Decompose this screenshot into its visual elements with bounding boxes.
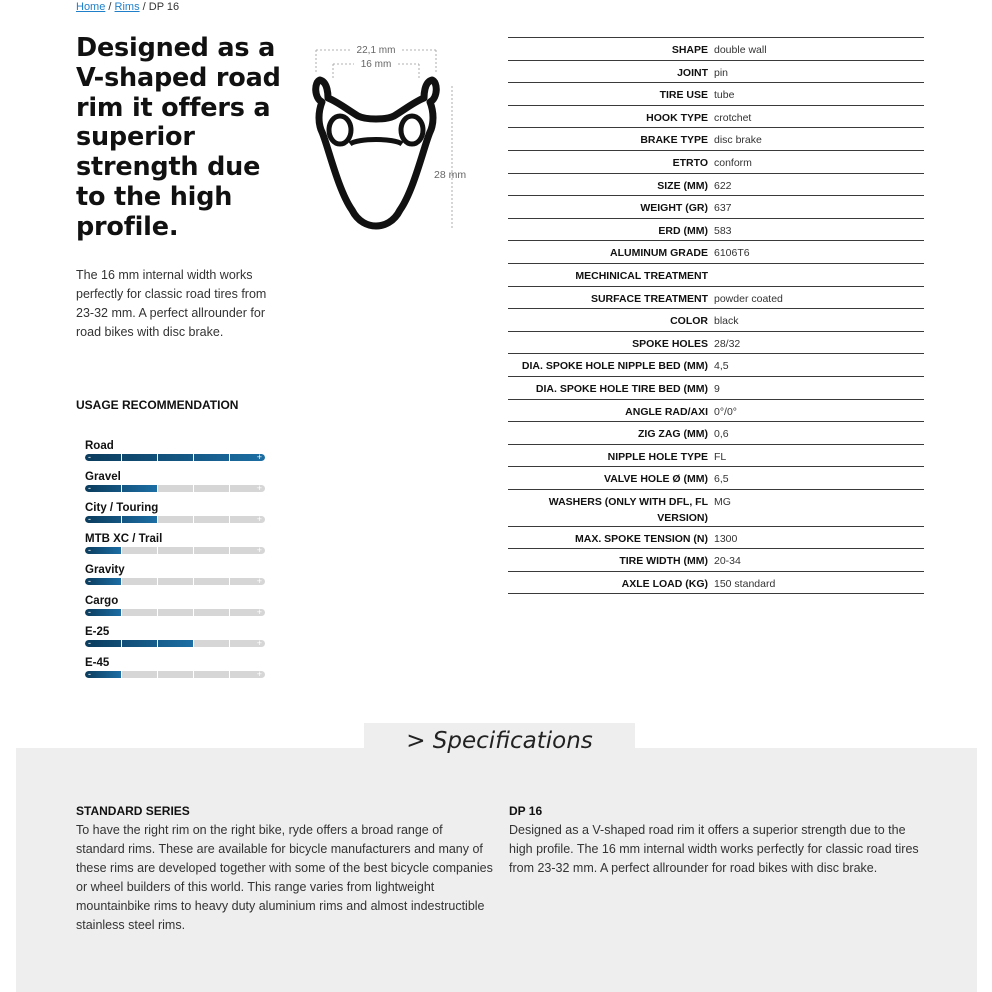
spec-key: SPOKE HOLES xyxy=(632,337,708,350)
spec-key: SHAPE xyxy=(671,44,708,56)
usage-bar-divider xyxy=(121,609,122,616)
minus-icon: - xyxy=(88,516,91,523)
spec-value: 28/32 xyxy=(714,337,741,350)
usage-bar-divider xyxy=(157,578,158,585)
breadcrumb-home-link[interactable]: Home xyxy=(76,1,106,13)
spec-key: ETRTO xyxy=(672,156,708,169)
usage-bar-divider xyxy=(229,485,230,492)
outer-width-label: 22,1 mm xyxy=(356,45,396,56)
spec-row xyxy=(508,263,924,286)
usage-bar-divider xyxy=(121,671,122,678)
breadcrumb-separator: / xyxy=(108,1,112,13)
usage-bar-divider xyxy=(157,454,158,461)
spec-value: 583 xyxy=(714,224,732,237)
spec-row xyxy=(508,308,924,331)
usage-bar-divider xyxy=(121,640,122,647)
spec-row xyxy=(508,376,924,399)
minus-icon: - xyxy=(88,454,91,461)
usage-bar-divider xyxy=(157,485,158,492)
spec-row xyxy=(508,466,924,489)
spec-row xyxy=(508,195,924,218)
spec-value: 4,5 xyxy=(714,360,729,373)
standard-series-section xyxy=(76,804,494,935)
usage-bar-divider xyxy=(193,671,194,678)
minus-icon: - xyxy=(88,578,91,585)
inner-width-label: 16 mm xyxy=(360,59,392,70)
spec-key: TIRE USE xyxy=(659,89,708,102)
usage-level-bar xyxy=(85,485,265,492)
usage-item xyxy=(85,533,267,564)
spec-value: 9 xyxy=(714,382,720,395)
spec-key: HOOK TYPE xyxy=(646,111,708,124)
usage-level-bar xyxy=(85,547,265,554)
usage-recommendation-list xyxy=(85,440,267,688)
spec-key: SURFACE TREATMENT xyxy=(590,292,708,305)
spec-value: 1300 xyxy=(714,532,738,545)
usage-item-label: Cargo xyxy=(85,595,119,607)
usage-bar-divider xyxy=(157,609,158,616)
plus-icon: + xyxy=(256,454,262,461)
usage-item xyxy=(85,657,267,688)
usage-bar-divider xyxy=(193,516,194,523)
spec-value: double wall xyxy=(714,44,767,56)
spec-row xyxy=(508,37,924,60)
spec-row xyxy=(508,286,924,309)
usage-bar-divider xyxy=(121,454,122,461)
spec-value: 0°/0° xyxy=(714,405,737,418)
usage-bar-divider xyxy=(229,454,230,461)
usage-item xyxy=(85,595,267,626)
spec-row xyxy=(508,127,924,150)
product-section xyxy=(509,804,919,878)
usage-bar-divider xyxy=(157,516,158,523)
spec-value: pin xyxy=(714,66,729,79)
usage-item-label: Gravel xyxy=(85,471,121,483)
usage-bar-divider xyxy=(229,516,230,523)
plus-icon: + xyxy=(256,671,262,678)
usage-bar-divider xyxy=(193,609,194,616)
spec-row xyxy=(508,548,924,571)
spec-key: WASHERS (ONLY WITH DFL, FL VERSION) xyxy=(548,495,708,524)
usage-item-label: E-45 xyxy=(85,657,110,669)
spec-value: MG xyxy=(714,495,731,508)
spec-row xyxy=(508,105,924,128)
plus-icon: + xyxy=(256,516,262,523)
spec-key: COLOR xyxy=(670,315,708,328)
spec-row xyxy=(508,571,924,594)
plus-icon: + xyxy=(256,547,262,554)
spec-value: crotchet xyxy=(714,111,752,124)
spec-key: BRAKE TYPE xyxy=(640,134,708,147)
spec-row xyxy=(508,173,924,196)
usage-item-label: City / Touring xyxy=(85,502,159,514)
spec-row xyxy=(508,526,924,549)
spec-row xyxy=(508,150,924,173)
product-title: DP 16 xyxy=(509,804,543,818)
usage-item xyxy=(85,502,267,533)
spec-key: AXLE LOAD (KG) xyxy=(621,578,708,591)
spec-row xyxy=(508,331,924,354)
usage-item-label: MTB XC / Trail xyxy=(85,533,163,545)
usage-bar-divider xyxy=(193,578,194,585)
usage-item-label: Road xyxy=(85,440,114,452)
intro-text: The 16 mm internal width works perfectly for classic road tires from 23-32 mm. A perfect allrounder for road bikes with disc brake. xyxy=(76,268,267,339)
standard-series-title: STANDARD SERIES xyxy=(76,804,190,818)
specifications-table xyxy=(508,37,924,594)
usage-level-bar xyxy=(85,609,265,616)
spec-value: 637 xyxy=(714,202,732,215)
spec-row xyxy=(508,399,924,422)
usage-bar-divider xyxy=(157,640,158,647)
usage-bar-divider xyxy=(193,485,194,492)
spec-row xyxy=(508,421,924,444)
spec-row xyxy=(508,489,924,526)
plus-icon: + xyxy=(256,485,262,492)
usage-bar-divider xyxy=(121,485,122,492)
plus-icon: + xyxy=(256,640,262,647)
spec-key: JOINT xyxy=(677,66,708,79)
usage-bar-divider xyxy=(121,516,122,523)
spec-value: powder coated xyxy=(714,292,783,305)
usage-bar-divider xyxy=(121,578,122,585)
usage-bar-divider xyxy=(193,547,194,554)
usage-level-fill xyxy=(85,454,265,461)
spec-value: 622 xyxy=(714,179,732,192)
usage-bar-divider xyxy=(229,578,230,585)
usage-bar-divider xyxy=(229,671,230,678)
breadcrumb-separator: / xyxy=(142,1,146,13)
spec-key: DIA. SPOKE HOLE TIRE BED (MM) xyxy=(535,382,708,395)
minus-icon: - xyxy=(88,547,91,554)
spec-value: disc brake xyxy=(714,134,762,147)
spec-row xyxy=(508,444,924,467)
spec-key: MAX. SPOKE TENSION (N) xyxy=(574,532,708,545)
spec-value: 20-34 xyxy=(714,555,741,568)
spec-row xyxy=(508,240,924,263)
spec-key: NIPPLE HOLE TYPE xyxy=(607,450,708,463)
usage-item-label: Gravity xyxy=(85,564,125,576)
spec-key: ZIG ZAG (MM) xyxy=(638,428,708,441)
minus-icon: - xyxy=(88,485,91,492)
spec-value xyxy=(714,268,924,286)
usage-level-fill xyxy=(85,640,193,647)
minus-icon: - xyxy=(88,671,91,678)
usage-bar-divider xyxy=(121,547,122,554)
spec-value: 6,5 xyxy=(714,473,729,486)
breadcrumb-current: DP 16 xyxy=(148,1,180,13)
usage-recommendation-title: USAGE RECOMMENDATION xyxy=(76,398,239,412)
standard-series-text: To have the right rim on the right bike, ryde offers a broad range of standard rims. These are available for bicycle manufacturers and many of these rims are developed together with some of the best bicycle companies or wheel builders of this world. This range varies from lightweight mountainbike rims to heavy duty aluminium rims and almost indestructible stainless steel rims. xyxy=(76,823,493,932)
spec-key: TIRE WIDTH (MM) xyxy=(619,555,708,568)
usage-item-label: E-25 xyxy=(85,626,110,638)
usage-level-bar xyxy=(85,671,265,678)
specifications-tab-label[interactable]: > Specifications xyxy=(406,728,593,754)
usage-bar-divider xyxy=(193,640,194,647)
usage-bar-divider xyxy=(157,671,158,678)
spec-row xyxy=(508,218,924,241)
spec-key: ERD (MM) xyxy=(658,224,708,237)
spec-key: SIZE (MM) xyxy=(657,179,708,192)
usage-bar-divider xyxy=(229,547,230,554)
spec-value: black xyxy=(714,315,739,328)
usage-item xyxy=(85,626,267,657)
usage-bar-divider xyxy=(157,547,158,554)
spec-value: 150 standard xyxy=(714,578,776,591)
spec-key: ANGLE RAD/AXI xyxy=(625,405,708,418)
spec-key: VALVE HOLE Ø (MM) xyxy=(603,473,708,486)
spec-row xyxy=(508,353,924,376)
usage-level-bar xyxy=(85,578,265,585)
usage-item xyxy=(85,471,267,502)
usage-level-bar xyxy=(85,640,265,647)
page-headline: Designed as a V-shaped road rim it offers a superior strength due to the high profile. xyxy=(76,33,281,242)
rim-profile-diagram xyxy=(300,40,480,240)
usage-bar-divider xyxy=(229,640,230,647)
spec-value: conform xyxy=(714,156,752,169)
spec-value: FL xyxy=(714,450,727,463)
spec-key: ALUMINUM GRADE xyxy=(610,247,708,260)
usage-bar-divider xyxy=(193,454,194,461)
height-label: 28 mm xyxy=(434,169,467,181)
minus-icon: - xyxy=(88,609,91,616)
spec-value: tube xyxy=(714,89,735,102)
usage-level-bar xyxy=(85,454,265,461)
usage-item xyxy=(85,440,267,471)
plus-icon: + xyxy=(256,609,262,616)
spec-key: WEIGHT (GR) xyxy=(640,202,708,215)
usage-bar-divider xyxy=(229,609,230,616)
spec-row xyxy=(508,82,924,105)
product-text: Designed as a V-shaped road rim it offers a superior strength due to the high profile. The 16 mm internal width works perfectly for classic road tires from 23-32 mm. A perfect allrounder for road bikes with disc brake. xyxy=(509,823,919,875)
minus-icon: - xyxy=(88,640,91,647)
spec-key: MECHINICAL TREATMENT xyxy=(575,269,708,282)
spec-value: 0,6 xyxy=(714,428,729,441)
breadcrumb xyxy=(76,1,179,13)
spec-key: DIA. SPOKE HOLE NIPPLE BED (MM) xyxy=(521,360,708,373)
spec-row xyxy=(508,60,924,83)
plus-icon: + xyxy=(256,578,262,585)
usage-level-bar xyxy=(85,516,265,523)
usage-item xyxy=(85,564,267,595)
breadcrumb-rims-link[interactable]: Rims xyxy=(114,1,140,13)
spec-value: 6106T6 xyxy=(714,247,750,260)
